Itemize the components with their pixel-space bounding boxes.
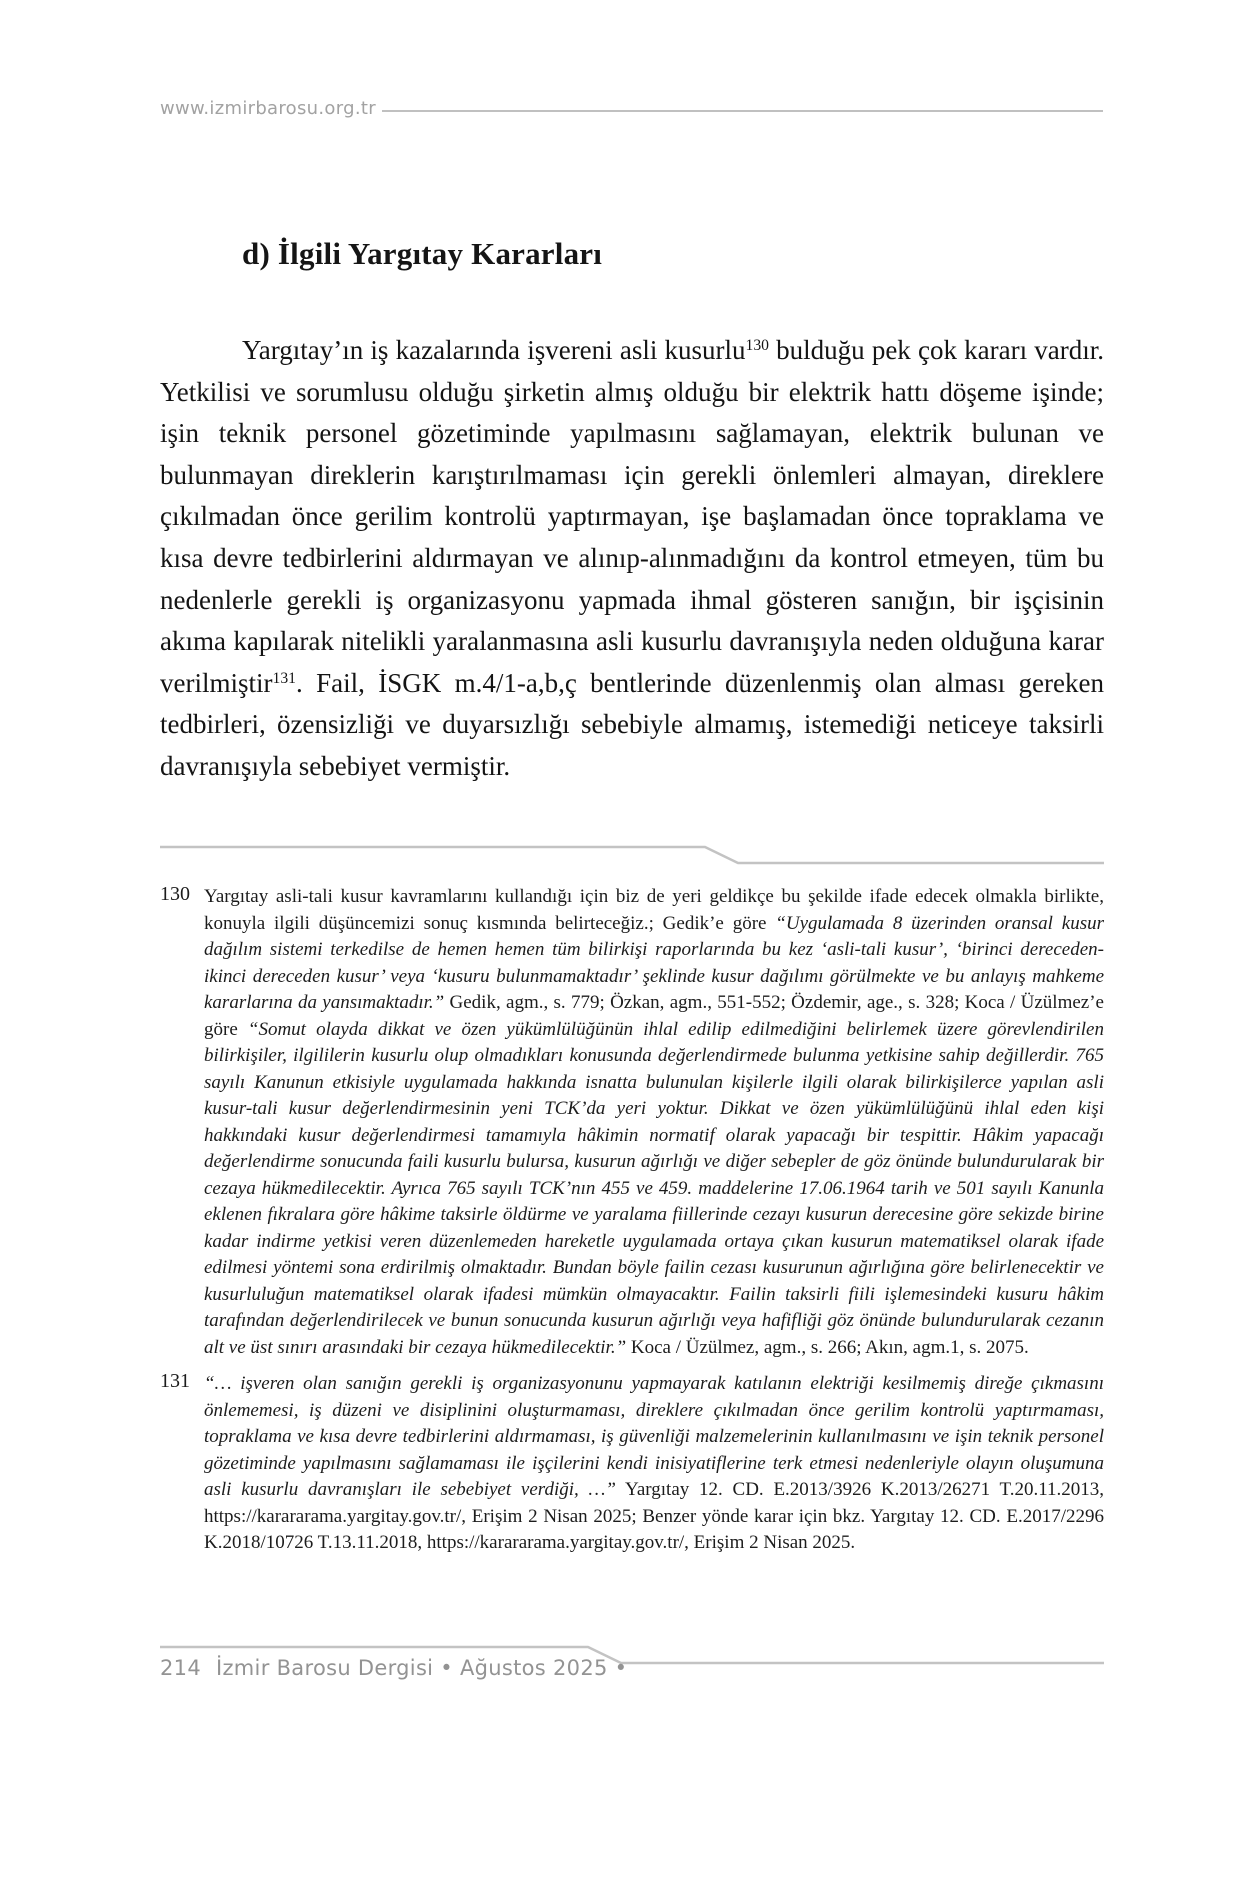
text-run: Gedik, agm., s. 779; Özkan, agm., 551-552; Özdemir, age., s. 328; Koca / Üzülmez’e göre	[204, 992, 1104, 1040]
footer-text	[160, 1656, 627, 1680]
header-site-url: www.izmirbarosu.org.tr	[160, 98, 376, 119]
text-run: Yargıtay’ın iş kazalarında işvereni asli kusurlu	[242, 335, 746, 365]
footnote-ref: 131	[272, 670, 296, 688]
text-run: Koca / Üzülmez, agm., s. 266; Akın, agm.1, s. 2075.	[626, 1336, 1029, 1358]
body-paragraph	[160, 330, 1104, 788]
footnote-separator-rule	[160, 844, 1104, 868]
text-run: . Fail, İSGK m.4/1-a,b,ç bentlerinde düzenlenmiş olan alması gereken tedbirleri, özensizliği ve duyarsızlığı sebebiyle almamış, istemediği neticeye taksirli davranışıyla sebebiyet vermiştir.	[160, 667, 1104, 781]
footnotes	[160, 884, 1104, 1567]
text-run: “… işveren olan sanığın gerekli iş organizasyonunu yapmayarak katılanın elektriği kesilmemiş direğe çıkmasını önlememesi, iş düzeni ve disiplinini oluşturmaması, direklere çıkılmadan önce gerilim kontrolü yaptırmaması, topraklama ve kısa devre tedbirlerini aldırmaması, iş güvenliği malzemelerinin kullanılmasını ve işin teknik personel gözetiminde yapılmasını sağlamaması ile işçilerini kendi inisiyatiflerine terk etmesi nedenleriyle olayın oluşumuna asli kusurlu davranışları ile sebebiyet verdiği, …”	[204, 1373, 1104, 1500]
page-number: 214	[160, 1656, 201, 1680]
text-run: “Somut olayda dikkat ve özen yükümlülüğünün ihlal edilip edilmediğini belirlemek üzere görevlendirilen bilirkişiler, ilgililerin kusurlu olup olmadıkları konusunda değerlendirmede bulunma yetkisine sahip değillerdir. 765 sayılı Kanunun etkisiyle uygulamada hakkında isnatta bulunulan kişilerle ilgili olarak bilirkişilerce yapılan asli kusur-tali kusur değerlendirmesinin yeni TCK’da yeri yoktur. Dikkat ve özen yükümlülüğünü ihlal eden kişi hakkındaki kusur değerlendirmesi tamamıyla hâkimin normatif olarak yapacağı bir tespittir. Hâkim yapacağı değerlendirme sonucunda faili kusurlu bulursa, kusurun ağırlığı ve diğer sebepler de göz önünde bulundurularak bir cezaya hükmedilecektir. Ayrıca 765 sayılı TCK’nın 455 ve 459. maddelerine 17.06.1964 tarih ve 501 sayılı Kanunla eklenen fıkralara göre hâkime taksirle öldürme ve yaralama fiillerinde cezayı kusurun derecesine göre sekizde birine kadar indirme yetkisi veren düzenlemeden hareketle uygulamada ortaya çıkan kusurun matematiksel olarak ifade edilmesi yöntemi sona erdirilmiş olmaktadır. Bundan böyle failin cezası kusurunun ağırlığına göre belirlenecektir ve kusurluluğun matematiksel olarak ifadesi mümkün olmayacaktır. Failin taksirli fiili işlemesindeki kusuru hâkim tarafından değerlendirilecek ve bunun sonucunda kusurun ağırlığı veya hafifliği göz önünde bulundurularak cezanın alt ve üst sınırı arasındaki bir cezaya hükmedilecektir.”	[204, 1018, 1104, 1358]
footnote-item	[160, 1371, 1104, 1557]
footnote-text	[204, 1371, 1104, 1557]
footnote-number: 130	[160, 883, 190, 905]
footnote-ref: 130	[745, 337, 769, 355]
section-heading: d) İlgili Yargıtay Kararları	[242, 236, 603, 271]
text-run: “Uygulamada 8 üzerinden oransal kusur dağılım sistemi terkedilse de hemen hemen tüm bilirkişi raporlarında bu kez ‘asli-tali kusur’, ‘birinci dereceden-ikinci dereceden kusur’ veya ‘kusuru bulunmamaktadır’ şeklinde kusur dağılımı görülmekte ve bu anlayış mahkeme kararlarına da yansımaktadır.”	[204, 912, 1104, 1013]
text-run: Yargıtay 12. CD. E.2013/3926 K.2013/26271 T.20.11.2013, https://karararama.yargitay.gov.tr/, Erişim 2 Nisan 2025; Benzer yönde karar için bkz. Yargıtay 12. CD. E.2017/2296 K.2018/10726 T.13.11.2018, https://karararama.yargitay.gov.tr/, Erişim 2 Nisan 2025.	[204, 1479, 1105, 1553]
footnote-number: 131	[160, 1370, 190, 1392]
page-footer	[160, 1644, 1104, 1704]
footnote-item	[160, 884, 1104, 1361]
text-run: bulduğu pek çok kararı vardır. Yetkilisi ve sorumlusu olduğu şirketin almış olduğu bir elektrik hattı döşeme işinde; işin teknik personel gözetiminde yapılmasını sağlamayan, elektrik bulunan ve bulunmayan direklerin karıştırılmaması için gerekli önlemleri almayan, direklere çıkılmadan önce gerilim kontrolü yaptırmayan, işe başlamadan önce topraklama ve kısa devre tedbirlerini aldırmayan ve alınıp-alınmadığını da kontrol etmeyen, tüm bu nedenlerle gerekli iş organizasyonu yapmada ihmal gösteren sanığın, bir işçisinin akıma kapılarak nitelikli yaralanmasına asli kusurlu davranışıyla neden olduğuna karar verilmiştir	[160, 335, 1104, 698]
text-run: Yargıtay asli-tali kusur kavramlarını kullandığı için biz de yeri geldikçe bu şekilde ifade edecek olmakla birlikte, konuyla ilgili düşüncemizi sonuç kısmında belirteceğiz.; Gedik’e göre	[204, 886, 1104, 934]
footnote-separator	[160, 844, 1104, 868]
footnote-text	[204, 884, 1104, 1361]
journal-line: İzmir Barosu Dergisi • Ağustos 2025 •	[215, 1656, 628, 1680]
header-rule	[382, 110, 1103, 112]
page-header	[160, 98, 1103, 119]
